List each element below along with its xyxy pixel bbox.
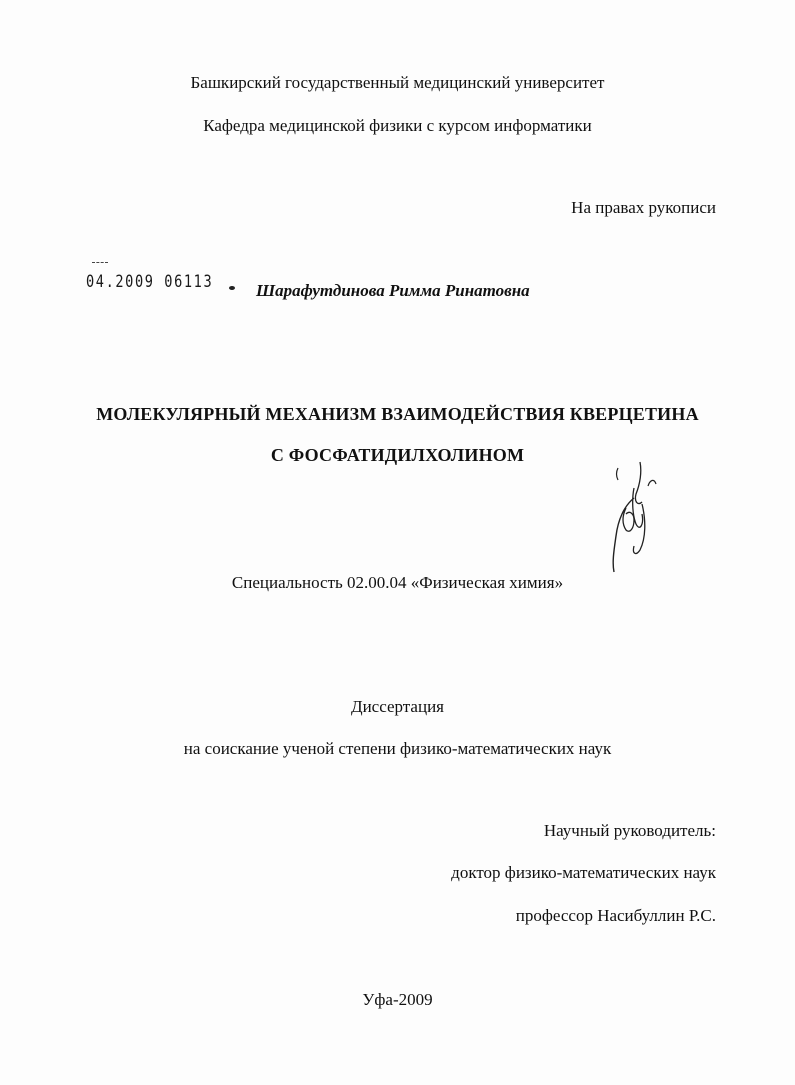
manuscript-note: На правах рукописи — [571, 198, 716, 217]
city-year: Уфа-2009 — [362, 990, 433, 1009]
supervisor-name: профессор Насибуллин Р.С. — [515, 906, 716, 925]
registration-stamp: 04.2009 06113 — [86, 272, 214, 292]
department-name: Кафедра медицинской физики с курсом информатики — [203, 116, 592, 135]
dissertation-title-line-2: С ФОСФАТИДИЛХОЛИНОМ — [270, 445, 525, 465]
author-name: Шарафутдинова Римма Ринатовна — [256, 281, 530, 300]
dissertation-title-line-1: МОЛЕКУЛЯРНЫЙ МЕХАНИЗМ ВЗАИМОДЕЙСТВИЯ КВЕРЦЕТИНА — [96, 404, 699, 424]
stamp-dot — [229, 286, 235, 290]
stamp-mark — [92, 262, 108, 266]
supervisor-degree: доктор физико-математических наук — [451, 863, 716, 882]
university-name: Башкирский государственный медицинский университет — [190, 73, 605, 92]
document-type: Диссертация — [350, 697, 444, 716]
specialty: Специальность 02.00.04 «Физическая химия» — [231, 573, 564, 592]
supervisor-label: Научный руководитель: — [543, 821, 716, 840]
handwritten-signature — [604, 458, 660, 578]
degree-sought: на соискание ученой степени физико-математических наук — [183, 739, 612, 758]
